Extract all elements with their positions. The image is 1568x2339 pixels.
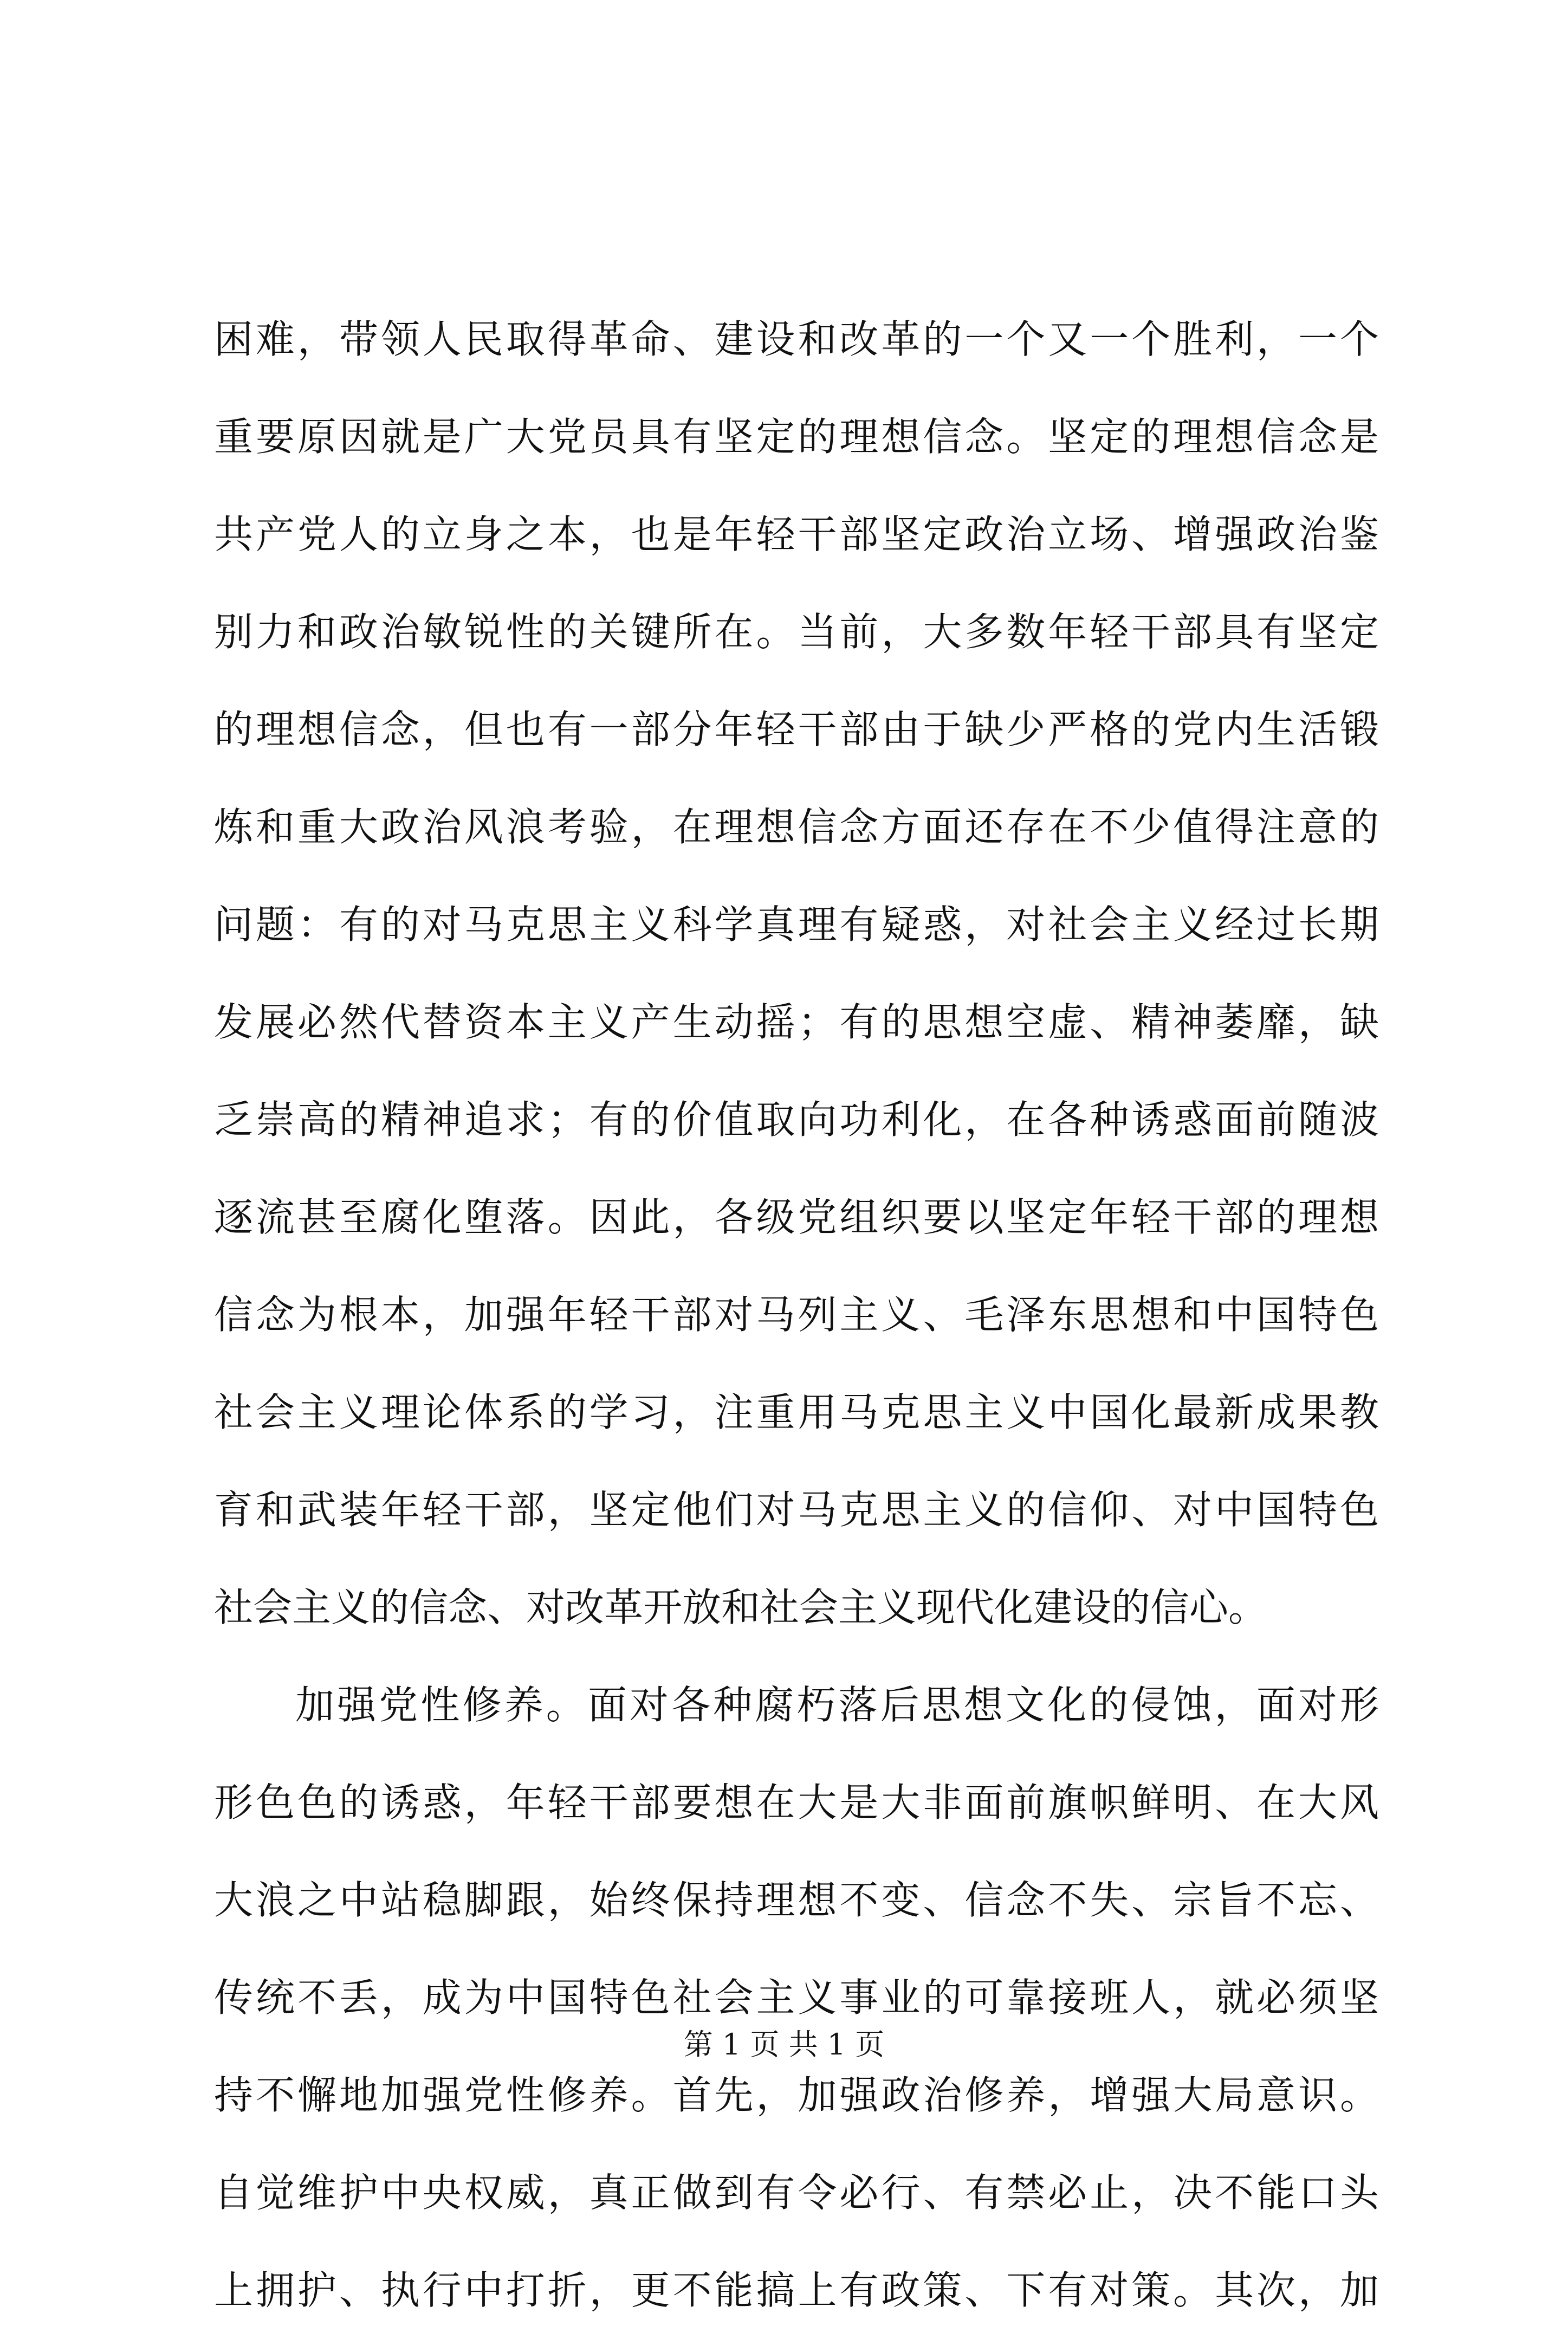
text-line: 炼和重大政治风浪考验，在理想信念方面还存在不少值得注意的 <box>214 804 1379 850</box>
paragraph-end-line: 社会主义的信念、对改革开放和社会主义现代化建设的信心。 <box>214 1585 1268 1630</box>
text-line: 别力和政治敏锐性的关键所在。当前，大多数年轻干部具有坚定 <box>214 609 1379 655</box>
text-line: 持不懈地加强党性修养。首先，加强政治修养，增强大局意识。 <box>214 2072 1379 2118</box>
text-line: 的理想信念，但也有一部分年轻干部由于缺少严格的党内生活锻 <box>214 707 1379 752</box>
text-line: 共产党人的立身之本，也是年轻干部坚定政治立场、增强政治鉴 <box>214 512 1379 557</box>
text-line: 形色色的诱惑，年轻干部要想在大是大非面前旗帜鲜明、在大风 <box>214 1780 1379 1825</box>
text-line: 信念为根本，加强年轻干部对马列主义、毛泽东思想和中国特色 <box>214 1292 1379 1338</box>
page-footer: 第 1 页 共 1 页 <box>683 2027 885 2062</box>
text-line: 大浪之中站稳脚跟，始终保持理想不变、信念不失、宗旨不忘、 <box>214 1877 1379 1923</box>
text-line: 育和武装年轻干部，坚定他们对马克思主义的信仰、对中国特色 <box>214 1487 1379 1533</box>
text-line: 乏崇高的精神追求；有的价值取向功利化，在各种诱惑面前随波 <box>214 1097 1379 1142</box>
text-line: 传统不丢，成为中国特色社会主义事业的可靠接班人，就必须坚 <box>214 1975 1379 2020</box>
text-line: 问题：有的对马克思主义科学真理有疑惑，对社会主义经过长期 <box>214 902 1379 947</box>
text-line: 重要原因就是广大党员具有坚定的理想信念。坚定的理想信念是 <box>214 414 1379 460</box>
text-line: 社会主义理论体系的学习，注重用马克思主义中国化最新成果教 <box>214 1390 1379 1435</box>
text-line: 困难，带领人民取得革命、建设和改革的一个又一个胜利，一个 <box>214 316 1379 362</box>
text-line: 上拥护、执行中打折，更不能搞上有政策、下有对策。其次，加 <box>214 2267 1379 2313</box>
text-line: 发展必然代替资本主义产生动摇；有的思想空虚、精神萎靡，缺 <box>214 999 1379 1045</box>
paragraph-start-line: 加强党性修养。面对各种腐朽落后思想文化的侵蚀，面对形 <box>295 1682 1379 1728</box>
text-line: 自觉维护中央权威，真正做到有令必行、有禁必止，决不能口头 <box>214 2170 1379 2215</box>
text-line: 逐流甚至腐化堕落。因此，各级党组织要以坚定年轻干部的理想 <box>214 1194 1379 1240</box>
